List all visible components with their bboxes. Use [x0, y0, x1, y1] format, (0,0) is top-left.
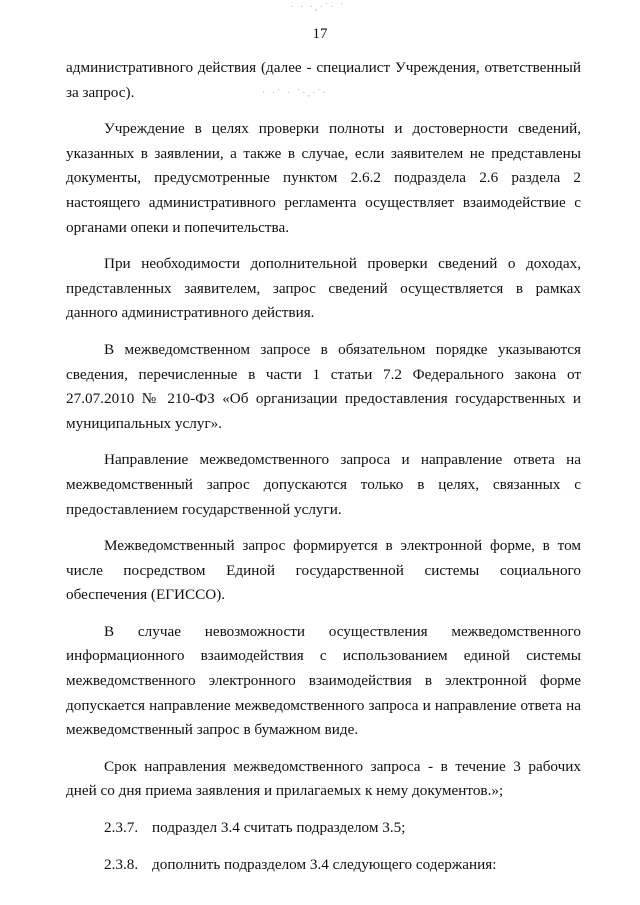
- scan-artifact: · ·˙ · ˙·,·˙·: [262, 88, 328, 99]
- list-item: [66, 853, 581, 878]
- item-number: 2.3.8.: [104, 855, 139, 873]
- paragraph: В случае невозможности осуществления межведомственного информационного взаимодействия с использованием единой системы межведомственного электронного взаимодействия в электронной форме допускается направление межведомственного запроса и направление ответа на межведомственный запрос в бумажном виде.: [66, 622, 581, 739]
- item-text: подраздел 3.4 считать подразделом 3.5;: [152, 819, 406, 837]
- item-number: 2.3.7.: [104, 819, 139, 837]
- paragraph: Учреждение в целях проверки полноты и достоверности сведений, указанных в заявлении, а также в случае, если заявителем не представлены документы, предусмотренные пунктом 2.6.2 подраздела 2.6 раздела 2 настоящего административного регламента осуществляет взаимодействие с органами опеки и попечительства.: [66, 120, 581, 236]
- scan-artifact: · · ·,·˙· ˙: [290, 2, 346, 13]
- paragraph: В межведомственном запросе в обязательном порядке указываются сведения, перечисленные в части 1 статьи 7.2 Федерального закона от 27.07.2010 № 210-ФЗ «Об организации предоставления государственных и муниципальных услуг».: [66, 340, 581, 432]
- paragraph: Межведомственный запрос формируется в электронной форме, в том числе посредством Единой государственной системы социального обеспечения (ЕГИССО).: [66, 537, 581, 604]
- item-text: дополнить подразделом 3.4 следующего содержания:: [152, 855, 497, 873]
- page-number: 17: [312, 26, 328, 42]
- list-item: [66, 816, 581, 841]
- paragraph: административного действия (далее - специалист Учреждения, ответственный за запрос).: [66, 59, 581, 101]
- paragraph: При необходимости дополнительной проверки сведений о доходах, представленных заявителем, запрос сведений осуществляется в рамках данного административного действия.: [66, 255, 581, 322]
- document-body: [66, 56, 581, 889]
- paragraph: Срок направления межведомственного запроса - в течение 3 рабочих дней со дня приема заявления и прилагаемых к нему документов.»;: [66, 757, 581, 800]
- paragraph: Направление межведомственного запроса и направление ответа на межведомственный запрос допускаются только в целях, связанных с предоставлением государственной услуги.: [66, 451, 581, 518]
